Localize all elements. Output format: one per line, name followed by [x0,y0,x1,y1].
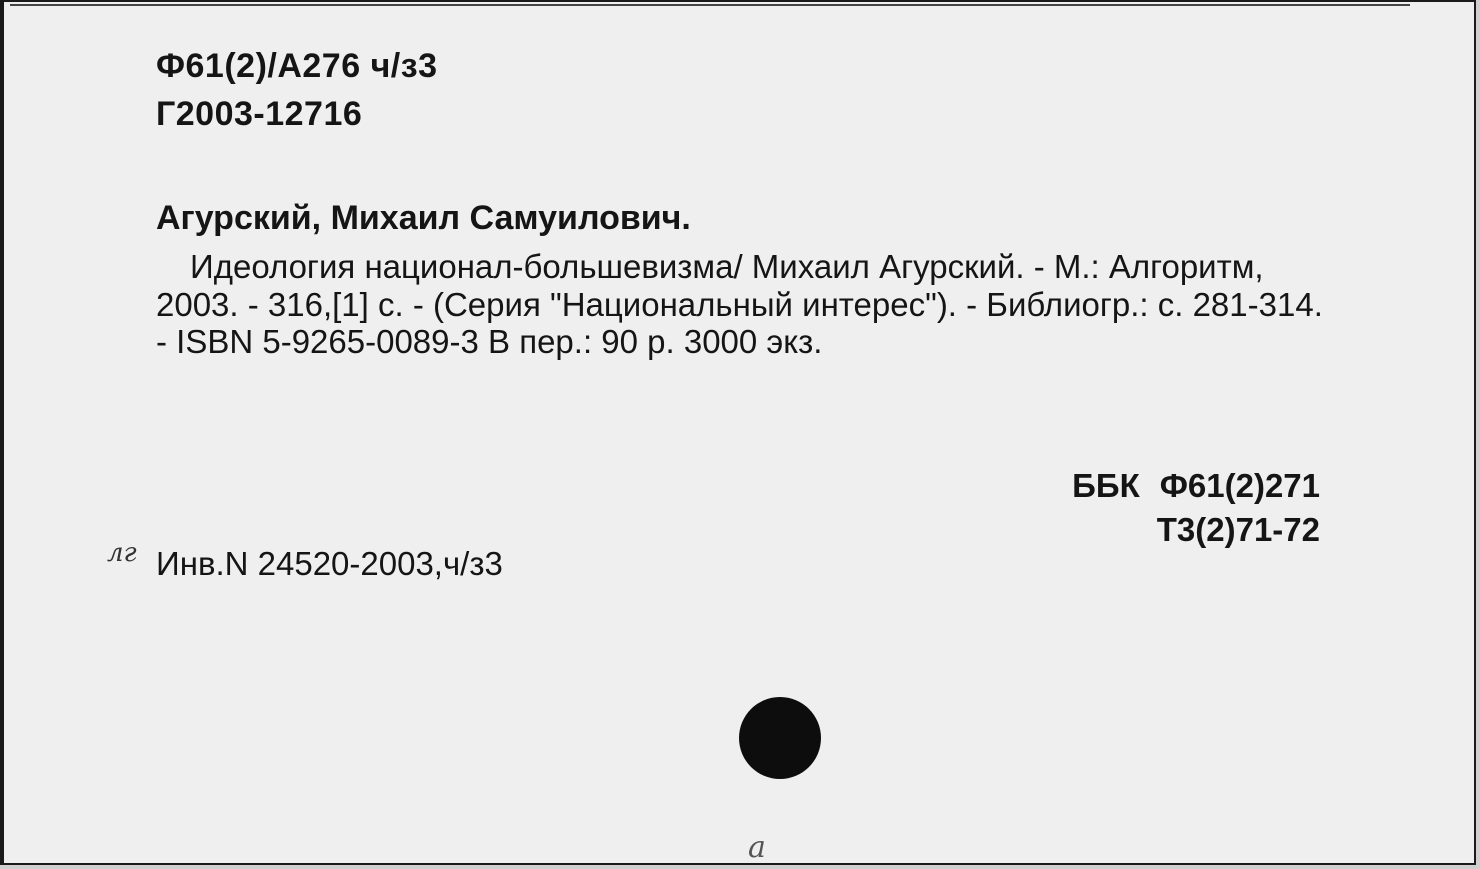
bbk-label: ББК [1072,467,1140,504]
shelfmark-line-2: Г2003-12716 [156,95,363,133]
shelfmark-line-1: Ф61(2)/А276 ч/з3 [156,47,438,85]
bbk-code: Т3(2)71-72 [1156,511,1320,548]
bbk-row-2 [1072,508,1320,552]
bbk-classification [1072,464,1320,552]
bbk-code: Ф61(2)271 [1159,467,1320,504]
inventory-number: Инв.N 24520-2003,ч/з3 [156,545,503,582]
handwritten-bottom-mark: а [748,830,766,865]
handwritten-inventory-mark: лг [107,538,137,568]
top-border-rule [10,4,1410,6]
author-heading: Агурский, Михаил Самуилович. [156,199,691,237]
bbk-row-1 [1072,464,1320,508]
bibliographic-description: Идеология национал-большевизма/ Михаил Агурский. - М.: Алгоритм, 2003. - 316,[1] с. - (Серия "Национальный интерес"). - Библиогр.: с. 281-314. - ISBN 5-9265-0089-3 В пер.: 90 р. 3000 экз. [156,248,1323,360]
punch-hole-icon [739,697,821,779]
